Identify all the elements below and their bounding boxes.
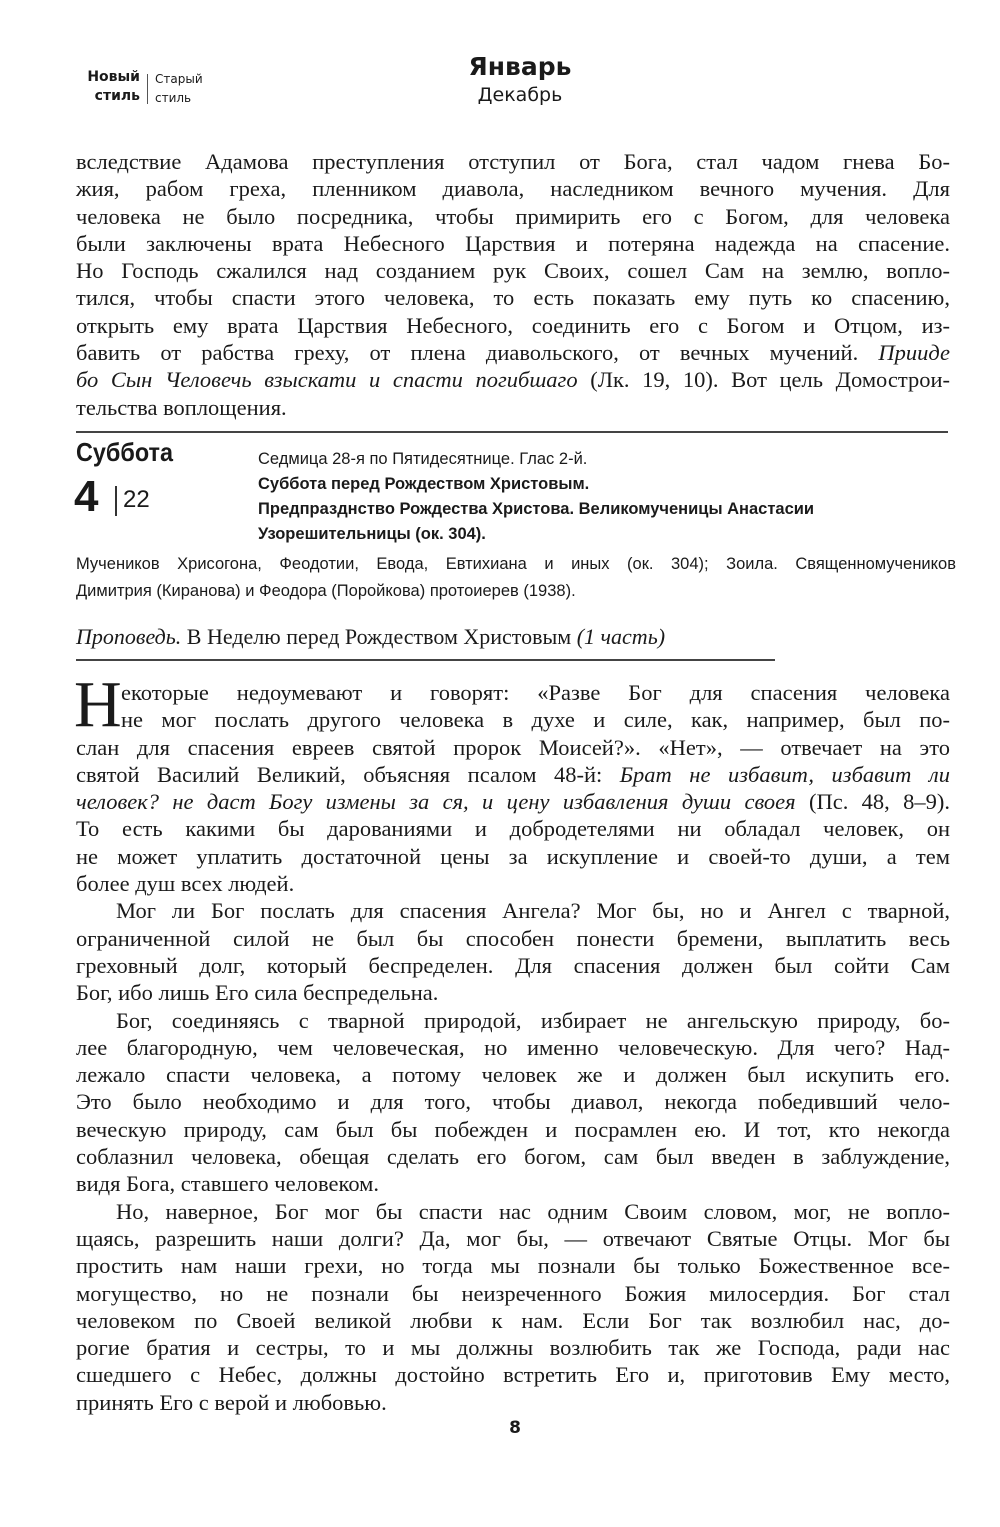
saints-commemorated bbox=[76, 551, 956, 605]
text-line bbox=[76, 257, 950, 284]
sermon-part: (1 часть) bbox=[576, 624, 666, 649]
date-divider bbox=[115, 486, 117, 516]
text-line bbox=[76, 1088, 950, 1115]
text-segment: Бог, соединяясь с тварной природой, избирает не ангельскую природу, бо- bbox=[116, 1007, 950, 1033]
saints-line: Димитрия (Киранова) и Феодора (Поройкова) протоиерев (1938). bbox=[76, 582, 576, 600]
text-segment: были заключены врата Небесного Царствия и потеряна надежда на спасение. bbox=[76, 230, 950, 256]
old-style-label bbox=[155, 70, 203, 108]
text-segment: не мог послать другого человека в духе и силе, как, например, был по- bbox=[121, 707, 950, 733]
new-date: 4 bbox=[74, 472, 99, 521]
saints-line: Мучеников Хрисогона, Феодотии, Евода, Евтихиана и иных (ок. 304); Зоила. Священномучеников bbox=[76, 555, 956, 573]
new-style-line: стиль bbox=[94, 88, 140, 104]
italic-quote: человек? не даст Богу измены за ся, и цену избавления души своея bbox=[76, 789, 796, 815]
text-segment: греховный долг, который беспределен. Для спасения должен был сойти Сам bbox=[76, 952, 950, 978]
week-info: Седмица 28-я по Пятидесятнице. Глас 2-й. bbox=[258, 450, 588, 468]
text-line bbox=[76, 925, 950, 952]
new-style-label bbox=[62, 68, 140, 106]
text-line bbox=[76, 1334, 950, 1361]
text-line bbox=[76, 1361, 950, 1388]
text-segment: Бог, ибо лишь Его сила беспредельна. bbox=[76, 980, 439, 1006]
text-line bbox=[76, 1061, 950, 1088]
text-line bbox=[76, 706, 950, 733]
text-line bbox=[76, 734, 950, 761]
italic-quote: Брат не избавит, избавит ли bbox=[619, 761, 950, 787]
text-line bbox=[76, 1170, 950, 1197]
text-line bbox=[76, 148, 950, 175]
text-line bbox=[76, 175, 950, 202]
text-line bbox=[76, 1280, 950, 1307]
old-style-line: стиль bbox=[155, 91, 192, 105]
text-line bbox=[76, 1007, 950, 1034]
text-line bbox=[76, 1252, 950, 1279]
text-line bbox=[76, 366, 950, 393]
text-segment: (Лк. 19, 10). Вот цель Домострои- bbox=[577, 367, 950, 393]
text-segment: (Пс. 48, 8–9). bbox=[795, 789, 950, 815]
sermon-paragraph bbox=[76, 679, 950, 897]
text-segment: простить нам наши грехи, но тогда мы познали бы только Божественное все- bbox=[76, 1253, 950, 1279]
month-title: Январь bbox=[468, 52, 572, 81]
text-segment: принять Его с верой и любовью. bbox=[76, 1389, 387, 1415]
intro-paragraph bbox=[76, 148, 950, 421]
text-segment: веческую природу, сам был бы побежден и посрамлен ею. И тот, кто некогда bbox=[76, 1116, 950, 1142]
sermon-paragraph bbox=[76, 1007, 950, 1198]
text-line bbox=[76, 761, 950, 788]
old-style-line: Старый bbox=[155, 72, 203, 86]
text-segment: Но Господь сжалился над созданием рук Своих, сошел Сам на землю, вопло- bbox=[76, 258, 950, 284]
sermon-paragraph bbox=[76, 1198, 950, 1416]
sermon-title bbox=[76, 624, 665, 650]
text-segment: тельства воплощения. bbox=[76, 394, 287, 420]
text-segment: бавить от рабства греху, от плена диавольского, от вечных мучений. bbox=[76, 340, 879, 366]
text-segment: сшедшего с Небес, должны достойно встретить Его и, приготовив Ему место, bbox=[76, 1362, 950, 1388]
text-line bbox=[76, 815, 950, 842]
text-segment: человеком по Своей великой любви к нам. Если Бог так возлюбил нас, до- bbox=[76, 1307, 950, 1333]
text-segment: Но, наверное, Бог мог бы спасти нас одним Своим словом, мог, не вопло- bbox=[116, 1198, 950, 1224]
sermon-paragraph bbox=[76, 897, 950, 1006]
text-line bbox=[76, 394, 950, 421]
text-segment: Мог ли Бог послать для спасения Ангела? Мог бы, но и Ангел с тварной, bbox=[116, 898, 950, 924]
text-segment: ограниченной силой не был бы способен понести бремени, выплатить весь bbox=[76, 925, 950, 951]
text-segment: открыть ему врата Царствия Небесного, соединить его с Богом и Отцом, из- bbox=[76, 312, 950, 338]
text-line bbox=[76, 952, 950, 979]
feast-line: Предпразднство Рождества Христова. Великомученицы Анастасии bbox=[258, 500, 815, 518]
text-line bbox=[76, 843, 950, 870]
sermon-title-underline bbox=[76, 659, 775, 661]
page-number: 8 bbox=[509, 1418, 521, 1438]
text-segment: могущество, но не познали бы неизреченного Божия милосердия. Бог стал bbox=[76, 1280, 950, 1306]
text-line bbox=[76, 1307, 950, 1334]
text-line bbox=[76, 1116, 950, 1143]
feast-line: Суббота перед Рождеством Христовым. bbox=[258, 475, 590, 493]
text-line bbox=[76, 230, 950, 257]
text-segment: святой Василий Великий, объясняя псалом 48-й: bbox=[76, 761, 620, 787]
text-line bbox=[76, 284, 950, 311]
text-segment: тился, чтобы спасти этого человека, то есть показать ему путь ко спасению, bbox=[76, 285, 950, 311]
italic-quote: Прииде bbox=[878, 340, 950, 366]
text-segment: слан для спасения евреев святой пророк Моисей?». «Нет», — отвечает на это bbox=[76, 734, 950, 760]
text-line bbox=[76, 897, 950, 924]
text-line bbox=[76, 1389, 950, 1416]
text-line bbox=[76, 203, 950, 230]
new-style-line: Новый bbox=[87, 69, 140, 85]
text-segment: щаясь, разрешить наши долги? Да, мог бы, — отвечают Святые Отцы. Мог бы bbox=[76, 1225, 950, 1251]
text-segment: екоторые недоумевают и говорят: «Разве Бог для спасения человека bbox=[121, 680, 950, 705]
section-divider bbox=[76, 431, 948, 433]
text-line bbox=[76, 312, 950, 339]
sermon-body bbox=[76, 679, 950, 1416]
text-line bbox=[76, 788, 950, 815]
text-segment: более душ всех людей. bbox=[76, 871, 295, 897]
drop-cap: Н bbox=[74, 668, 122, 741]
text-segment: лежало спасти человека, а потому человек же и должен был искупить его. bbox=[76, 1062, 950, 1088]
weekday: Суббота bbox=[76, 437, 174, 467]
text-segment: человека не было посредника, чтобы примирить его с Богом, для человека bbox=[76, 203, 950, 229]
text-line bbox=[76, 870, 950, 897]
feast-line: Узорешительницы (ок. 304). bbox=[258, 525, 486, 543]
text-line bbox=[76, 1143, 950, 1170]
style-divider bbox=[147, 74, 148, 104]
text-segment: лее благородную, чем человеческая, но именно человеческую. Для чего? Над- bbox=[76, 1034, 950, 1060]
text-line bbox=[76, 1225, 950, 1252]
text-line bbox=[76, 979, 950, 1006]
text-segment: жия, рабом греха, пленником диавола, наследником вечного мучения. Для bbox=[76, 176, 950, 202]
text-line bbox=[76, 1034, 950, 1061]
sermon-label: Проповедь. bbox=[76, 624, 182, 649]
text-line bbox=[76, 1198, 950, 1225]
text-line bbox=[76, 339, 950, 366]
sermon-heading: В Неделю перед Рождеством Христовым bbox=[181, 624, 577, 649]
text-line bbox=[76, 679, 950, 706]
text-segment: вследствие Адамова преступления отступил от Бога, стал чадом гнева Бо- bbox=[76, 149, 950, 174]
text-segment: Это было необходимо и для того, чтобы диавол, некогда победивший чело- bbox=[76, 1089, 950, 1115]
text-segment: видя Бога, ставшего человеком. bbox=[76, 1171, 380, 1197]
old-date: 22 bbox=[123, 486, 150, 513]
text-segment: соблазнил человека, обещая сделать его богом, сам был введен в заблуждение, bbox=[76, 1144, 950, 1170]
italic-quote: бо Сын Человечь взыскати и спасти погибшаго bbox=[76, 367, 578, 393]
feast-info bbox=[258, 447, 814, 547]
old-month-title: Декабрь bbox=[477, 84, 563, 106]
text-segment: не может уплатить достаточной цены за искупление и своей-то души, а тем bbox=[76, 843, 950, 869]
text-segment: То есть какими бы дарованиями и добродетелями ни обладал человек, он bbox=[76, 816, 950, 842]
text-segment: рогие братия и сестры, то и мы должны возлюбить так же Господа, ради нас bbox=[76, 1335, 950, 1361]
